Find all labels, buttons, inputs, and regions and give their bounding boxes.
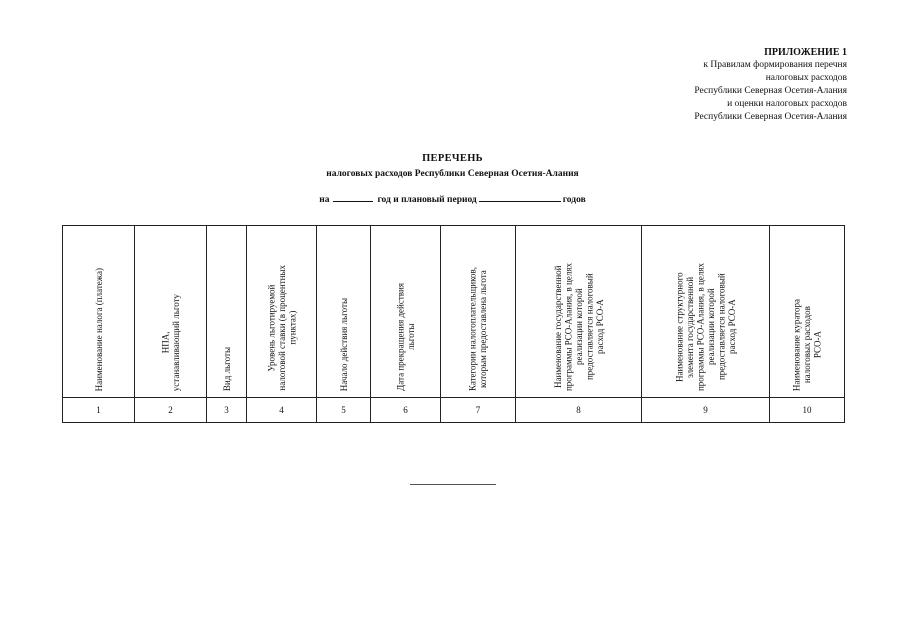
header-taxpayer-category: Категории налогоплательщиков, которым предоставлена льгота — [467, 266, 488, 391]
appendix-title: ПРИЛОЖЕНИЕ 1 — [764, 47, 847, 58]
header-end-date: Дата прекращения действия льготы — [395, 283, 416, 391]
column-number: 8 — [516, 398, 642, 423]
header-cell — [642, 226, 770, 398]
header-curator: Наименование куратора налоговых расходов РСО-А — [791, 298, 823, 391]
period-prefix: на — [319, 195, 330, 205]
document-title: ПЕРЕЧЕНЬ — [422, 153, 483, 164]
header-cell — [516, 226, 642, 398]
header-cell — [371, 226, 441, 398]
header-cell — [207, 226, 247, 398]
header-cell — [770, 226, 845, 398]
appendix-block — [694, 46, 847, 124]
column-number: 9 — [642, 398, 770, 423]
appendix-line: к Правилам формирования перечня — [703, 60, 847, 70]
period-suffix: годов — [562, 195, 586, 205]
header-cell — [317, 226, 371, 398]
year-blank — [333, 192, 373, 202]
appendix-line: Республики Северная Осетия-Алания — [694, 86, 847, 96]
document-period-line — [0, 192, 905, 205]
table-number-row — [63, 398, 845, 423]
appendix-line: и оценки налоговых расходов — [727, 99, 847, 109]
period-blank — [479, 192, 561, 202]
period-middle: год и плановый период — [377, 195, 477, 205]
header-cell — [247, 226, 317, 398]
column-number: 5 — [317, 398, 371, 423]
header-start-date: Начало действия льготы — [338, 297, 349, 391]
header-rate-level: Уровень льготируемой налоговой ставки (в процентных пунктах) — [265, 265, 297, 391]
header-benefit-type: Вид льготы — [221, 346, 232, 391]
header-cell — [441, 226, 516, 398]
header-legal-act: НПА, устанавливающий льготу — [160, 293, 181, 391]
column-number: 6 — [371, 398, 441, 423]
appendix-line: налоговых расходов — [765, 73, 847, 83]
column-number: 2 — [135, 398, 207, 423]
header-program-element: Наименование структурного элемента государственной программы РСО-Алания, в целях реализации которой предоставляется налоговый расход РСО-А — [674, 262, 737, 391]
header-state-program: Наименование государственной программы РСО-Алания, в целях реализации которой предоставляется налоговый расход РСО-А — [552, 262, 605, 391]
header-tax-name: Наименование налога (платежа) — [93, 267, 104, 391]
column-number: 3 — [207, 398, 247, 423]
column-number: 10 — [770, 398, 845, 423]
tax-expenditure-table — [62, 225, 845, 423]
appendix-line: Республики Северная Осетия-Алания — [694, 112, 847, 122]
header-cell — [63, 226, 135, 398]
column-number: 7 — [441, 398, 516, 423]
footer-divider — [410, 484, 496, 485]
document-subtitle: налоговых расходов Республики Северная Осетия-Алания — [326, 169, 579, 179]
table-header-row — [63, 226, 845, 398]
header-cell — [135, 226, 207, 398]
column-number: 1 — [63, 398, 135, 423]
column-number: 4 — [247, 398, 317, 423]
